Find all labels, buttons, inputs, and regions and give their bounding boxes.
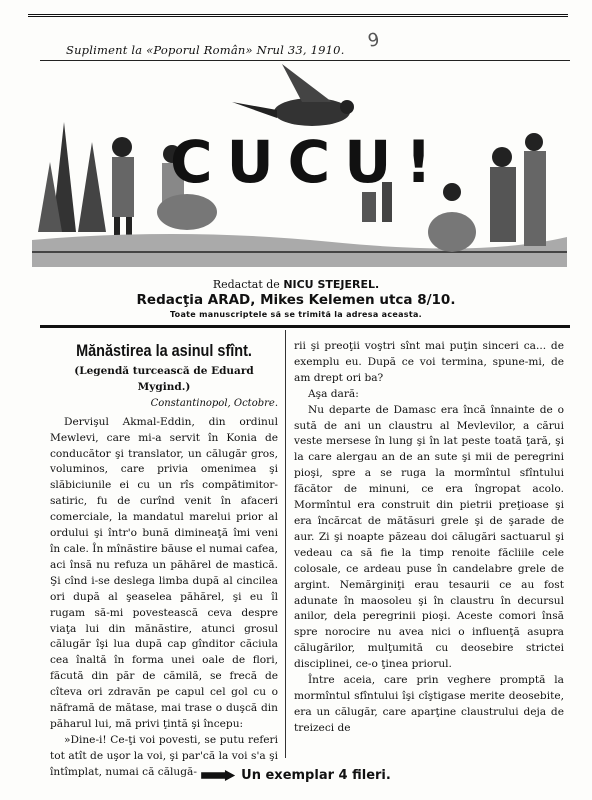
top-border-rule (28, 14, 568, 21)
editor-line-prefix: Redactat de (212, 278, 280, 291)
article-paragraph: Dervişul Akmal-Eddin, din ordinul Mewlevi, care mi-a servit în Konia de conducător şi translator, un călugăr gros, voluminos, care privia omenimea şi slăbiciunile ei cu un rîs compătimitor-satiric, fu de curînd venit în afaceri comerciale, la mandatul marelui prior al ordului şi într'o bună dimineaţă îmi veni în cale. În mînăstire băuse el numai cafea, aci însă nu refuza un păhărel de mastică. Şi cînd i-se deslega limba după al cincilea ori după al şeaselea păhărel, şi eu îl rugam să-mi povestească ceva despre viaţa lui din mănăstire, atunci grosul călugăr îşi lua după cap gînditor căciula cea înaltă în forma unei oale de flori, făcută din păr de cămilă, se frecă de cîteva ori zdravăn pe capul cel gol cu o năframă de mătase, mai trase o duşcă din păharul lui, mă privi ţintă şi începu: (50, 415, 278, 730)
article-paragraph: rii şi preoţii voştri sînt mai puţin sinceri ca... de exemplu eu. După ce voi termina, spune-mi, de am drept ori ba? (294, 340, 564, 384)
manuscripts-notice: Toate manuscriptele să se trimită la adresa aceasta. (169, 310, 423, 319)
article-subtitle: (Legendă turcească de Eduard Mygind.) (74, 365, 254, 393)
article-column-1 (50, 340, 278, 781)
price-footer (0, 768, 592, 783)
article-column-2 (294, 339, 564, 737)
column-divider (285, 330, 286, 758)
header-divider (40, 60, 570, 61)
masthead-bottom-rule (40, 325, 570, 328)
office-address: Redacţia ARAD, Mikes Kelemen utca 8/10. (136, 292, 456, 308)
article-paragraph: »Dine-i! Ce-ţi voi povesti, se putu referi tot atît de uşor la voi, şi par'că la voi s'a şi întîmplat, numai că călugă- (50, 733, 278, 778)
supplement-line: Supliment la «Poporul Român» Nrul 33, 1910. (66, 43, 345, 57)
editor-name: NICU STEJEREL. (283, 278, 380, 291)
price-text: Un exemplar 4 fileri. (241, 768, 391, 783)
pointing-hand-icon (201, 770, 235, 781)
masthead-title: CUCU! (170, 128, 446, 196)
article-dateline: Constantinopol, Octobre. (150, 397, 278, 409)
editor-line (0, 278, 592, 291)
article-paragraph: Nu departe de Damasc era încă înnainte de o sută de ani un claustru al Mevlevilor, a cărui veste mersese în lung şi în lat peste toată ţară, şi la care alergau an de an sute şi mii de peregrini pioşi, spre a se ruga la mormîntul sfîntului făcător de minuni, ce era îngropat acolo. Mormîntul era construit din pietrii preţioase şi era încărcat de mătăsuri grele şi de şarade de aur. Zi şi noapte păzeau doi călugări sactuarul şi vedeau ca să fie la timp renoite făcliile cele colosale, ce ardeau puse în candelabre grele de argint. Nemărginiţi erau tesaurii ce au fost adunate în maosoleu şi în claustru în decursul anilor, dela peregrinii pioşi. Aceste comori însă spre norocire nu avea nici o influenţă asupra călugărilor, mulţumită cu deosebire strictei disciplinei, ce-o ţinea priorul. (294, 403, 564, 671)
article-paragraph: Între aceia, care prin veghere promptă la mormîntul sfîntului îşi cîştigase merite deosebite, era un călugăr, care aparţine claustrului deja de treizeci de (294, 674, 564, 734)
pencil-annotation: 9 (366, 29, 382, 52)
article-paragraph: Aşa dară: (308, 387, 359, 400)
article-title: Mănăstirea la asinul sfînt. (76, 341, 252, 360)
